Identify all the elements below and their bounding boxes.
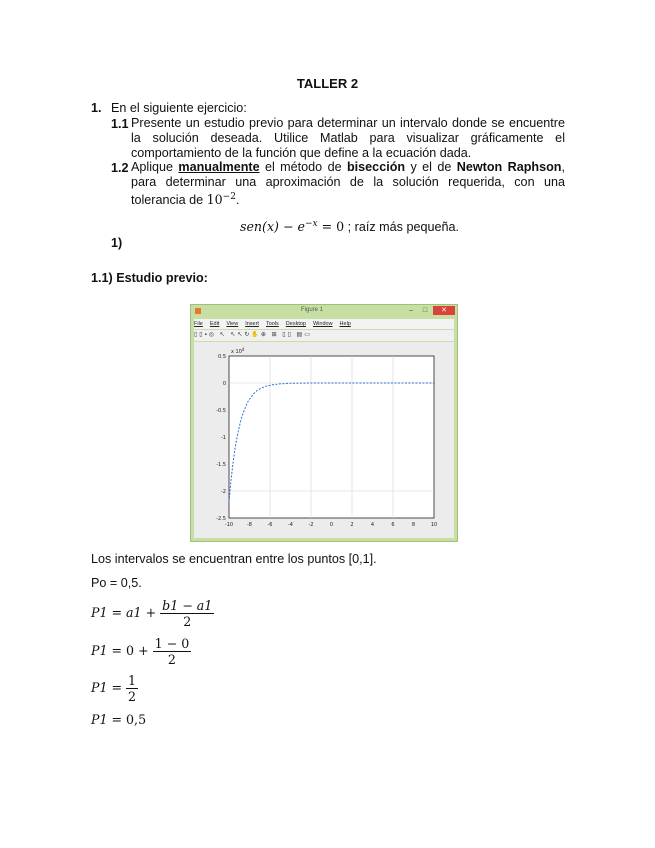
exponent-label: x $10^4$: [231, 347, 245, 355]
menu-file[interactable]: File: [194, 321, 203, 327]
exercise-number: 1.: [91, 101, 102, 115]
item-1-1-number: 1.1: [111, 117, 129, 131]
formula-p1-substituted: P1 = 0 + $\frac{1 - 0}{2}$: [91, 636, 190, 667]
figure-titlebar: [191, 305, 457, 317]
x-tick-label: -6: [267, 522, 273, 528]
y-tick-label: -2.5: [216, 516, 226, 522]
maximize-button[interactable]: □: [422, 307, 428, 314]
y-tick-label: -2: [221, 489, 226, 495]
plot-area: [194, 342, 454, 538]
minimize-button[interactable]: –: [409, 307, 413, 314]
section-heading: 1.1) Estudio previo:: [91, 271, 208, 285]
y-tick-label: 0: [222, 381, 226, 387]
menu-help[interactable]: Help: [339, 321, 351, 327]
x-tick-label: 10: [430, 522, 438, 528]
y-tick-label: 0.5: [218, 354, 226, 360]
figure-toolbar[interactable]: ▯▯▪◎ ↖ ↖↖↻✋⊕ ⊞ ▯▯ ▤▭: [194, 330, 454, 341]
equation: $sen(x) - e^{-x} = 0$ ; raíz más pequeña.: [240, 219, 459, 235]
x-tick-label: -2: [308, 522, 314, 528]
x-tick-label: 2: [350, 522, 354, 528]
close-button[interactable]: ✕: [433, 306, 455, 315]
formula-p1-result: P1 = 0,5: [91, 712, 147, 727]
emph-manualmente: manualmente: [178, 160, 260, 174]
x-tick-label: -8: [247, 522, 252, 528]
x-tick-label: -4: [288, 522, 293, 528]
menu-view[interactable]: View: [226, 321, 239, 327]
menu-tools[interactable]: Tools: [265, 321, 279, 327]
y-tick-label: -1: [221, 435, 226, 441]
emph-biseccion: bisección: [346, 160, 406, 174]
menu-window[interactable]: Window: [312, 321, 333, 327]
exercise-intro: En el siguiente ejercicio:: [111, 101, 247, 115]
menu-insert[interactable]: Insert: [245, 321, 259, 327]
y-tick-label: -1.5: [216, 462, 226, 468]
menu-edit[interactable]: Edit: [209, 321, 220, 327]
x-tick-label: 4: [370, 522, 375, 528]
figure-title: Figure 1: [301, 307, 324, 313]
po-line: Po = 0,5.: [91, 576, 142, 590]
page-title: TALLER 2: [296, 76, 359, 91]
x-tick-label: -10: [224, 522, 234, 528]
figure-menubar: [194, 319, 454, 329]
x-tick-label: 6: [391, 522, 395, 528]
figure-window: [190, 304, 458, 542]
menu-desktop[interactable]: Desktop: [285, 321, 306, 327]
emph-newton: Newton Raphson: [456, 160, 562, 174]
x-tick-label: 8: [411, 522, 416, 528]
formula-p1-fraction: P1 = $\frac{1}{2}$: [91, 673, 137, 704]
axes-box: [229, 356, 434, 518]
intervals-text: Los intervalos se encuentran entre los puntos [0,1].: [91, 552, 377, 566]
matlab-logo-icon: [195, 308, 201, 314]
formula-p1-general: P1 = a1 + $\frac{b1 - a1}{2}$: [91, 598, 213, 629]
item-1-1-text: Presente un estudio previo para determinar un intervalo donde se encuentre la solución deseada. Utilice Matlab para visualizar gráficamente el comportamiento de la función que define a la ecuación dada.: [131, 116, 565, 160]
item-1-2-text: Aplique manualmente el método de bisección y el de Newton Raphson, para determinar una aproximación de la solución requerida, con una tolerancia de $10^{-2}$.: [131, 160, 565, 208]
y-tick-label: -0.5: [216, 408, 226, 414]
x-tick-label: 0: [329, 522, 334, 528]
sub-label: 1): [111, 236, 123, 250]
line-chart: [194, 342, 454, 538]
item-1-2-number: 1.2: [111, 161, 129, 175]
